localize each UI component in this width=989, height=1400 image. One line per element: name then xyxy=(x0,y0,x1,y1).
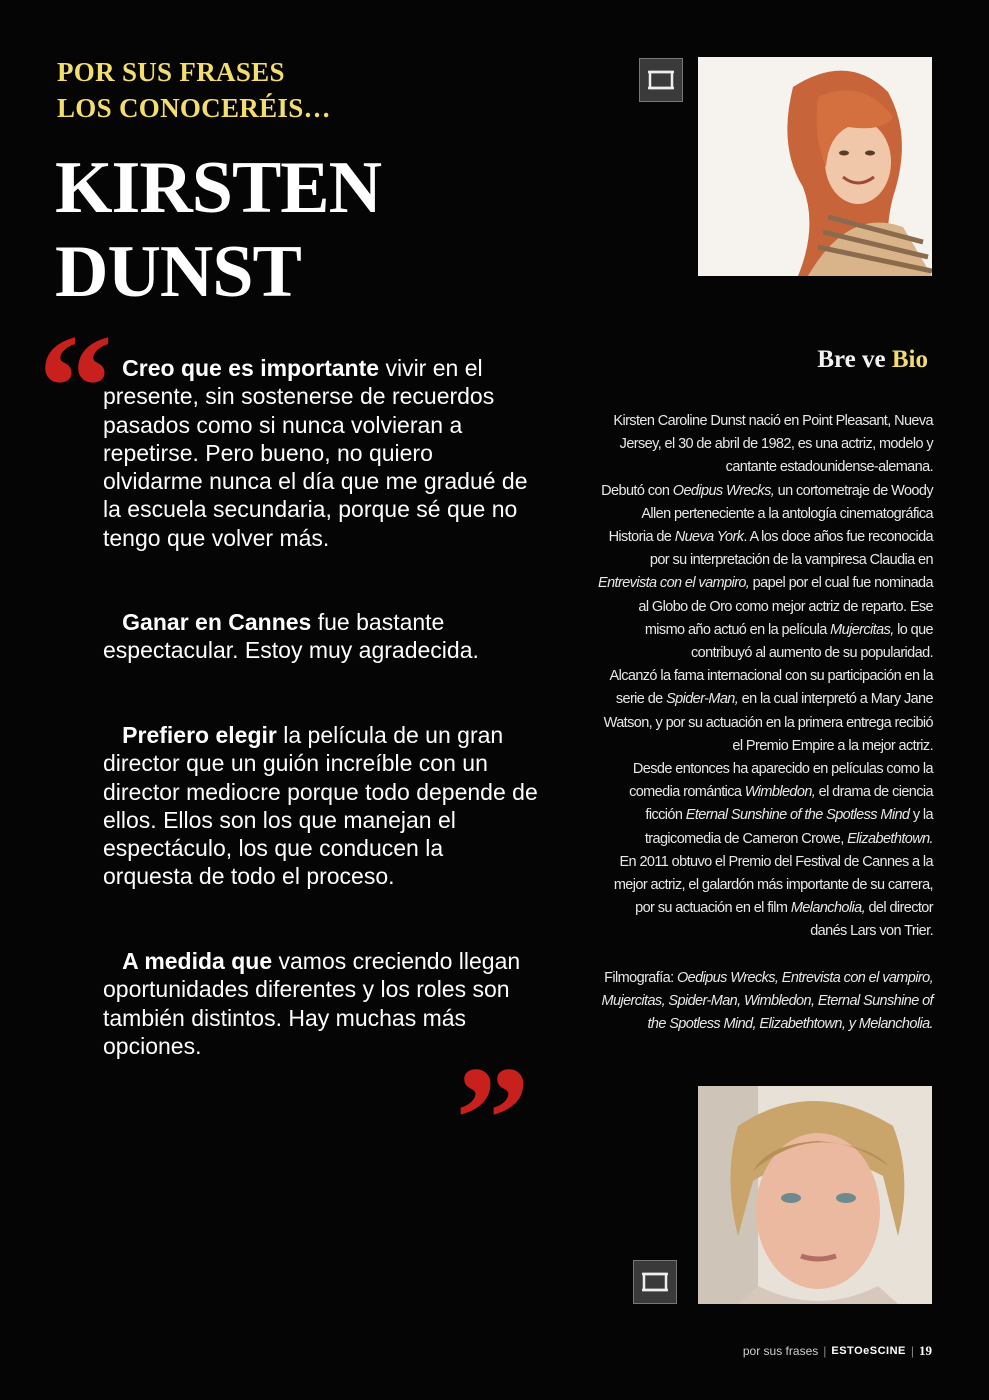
frame-icon xyxy=(639,58,683,102)
page-title xyxy=(55,146,381,314)
open-quote-mark: “ xyxy=(38,304,113,470)
film-title: Wimbledon, xyxy=(744,784,816,801)
bio-text-run: un cortometraje de Woody Allen perteneciente a la antología cinematográfica Historia de xyxy=(608,482,933,546)
film-title: Nueva York xyxy=(674,529,744,546)
quote-3-text: la película de un gran director que un guión increíble con un director mediocre porque todo depende de ellos. Ellos son los que manejan el espectáculo, los que conducen la orquesta de todo el proceso. xyxy=(103,722,538,890)
bio-text-run: Desde entonces ha aparecido en películas como la comedia romántica xyxy=(629,761,933,801)
quote-4-lead: A medida que xyxy=(122,948,273,974)
bio-text-run: el drama de ciencia ficción xyxy=(645,784,933,824)
bio-text-run: Debutó con xyxy=(601,482,673,499)
footer-separator: | xyxy=(823,1344,827,1358)
quote-4-text: vamos creciendo llegan oportunidades diferentes y los roles son también distintos. Hay muchas más opciones. xyxy=(103,948,521,1059)
kicker-line-1: POR SUS FRASES xyxy=(57,57,285,87)
film-title: Elizabethtown. xyxy=(847,830,933,847)
film-title: Melancholia, xyxy=(790,900,866,917)
quote-2-lead: Ganar en Cannes xyxy=(122,609,312,635)
bio-text-run: del director danés Lars von Trier. xyxy=(810,900,933,940)
bio-heading xyxy=(817,346,928,374)
page-number: 19 xyxy=(919,1343,932,1358)
title-line-2: DUNST xyxy=(55,231,301,313)
quote-1-text: vivir en el presente, sin sostenerse de recuerdos pasados como si nunca volvieran a repetirse. Pero bueno, no quiero olvidarme nunca el día que me gradué de la escuela secundaria, porque sé que no tengo que volver más. xyxy=(103,355,528,551)
bio-paragraph-1: Kirsten Caroline Dunst nació en Point Pleasant, Nueva Jersey, el 30 de abril de 1982, es una actriz, modelo y cantante estadounidense-alemana. xyxy=(613,413,933,476)
bio-heading-part1: Bre ve xyxy=(817,346,892,373)
page-footer xyxy=(743,1343,932,1359)
filmography-list: Oedipus Wrecks, Entrevista con el vampiro, Mujercitas, Spider-Man, Wimbledon, Eternal Sunshine of the Spotless Mind, Elizabethtown, y Melancholia. xyxy=(601,969,933,1033)
bio-text-run: Alcanzó la fama internacional con su participación en la serie de xyxy=(609,668,933,708)
kicker-line-2: LOS CONOCERÉIS… xyxy=(57,93,331,123)
bio-paragraph-3 xyxy=(598,665,933,758)
bio-paragraph-5 xyxy=(598,851,933,944)
bio-text-run: En 2011 obtuvo el Premio del Festival de Cannes a la mejor actriz, el galardón más importante de su carrera, por su actuación en el film xyxy=(613,853,933,917)
bio-text-run: papel por el cual fue nominada al Globo de Oro como mejor actriz de reparto. Ese mismo año actuó en la película xyxy=(638,575,933,638)
footer-separator: | xyxy=(910,1344,914,1358)
quote-2-text: fue bastante espectacular. Estoy muy agradecida. xyxy=(103,609,479,664)
title-line-1: KIRSTEN xyxy=(55,147,382,229)
film-title: Mujercitas, xyxy=(830,621,894,638)
bio-text-run: . A los doce años fue reconocida por su interpretación de la vampiresa Claudia en xyxy=(649,529,933,569)
filmography-label: Filmografía: xyxy=(604,969,677,986)
filmography xyxy=(598,967,933,1037)
footer-brand: ESTOeSCINE xyxy=(831,1345,906,1357)
film-title: Oedipus Wrecks, xyxy=(672,482,775,499)
quote-2 xyxy=(103,608,538,665)
portrait-photo-smiling xyxy=(698,57,932,276)
film-title: Entrevista con el vampiro, xyxy=(598,575,750,592)
bio-paragraph-4 xyxy=(598,758,933,851)
bio-text xyxy=(598,410,933,1036)
bio-text-run: lo que contribuyó al aumento de su popularidad. xyxy=(690,621,933,662)
film-title: Eternal Sunshine of the Spotless Mind xyxy=(685,807,910,824)
quote-3 xyxy=(103,721,538,891)
frame-icon xyxy=(633,1260,677,1304)
quote-1-lead: Creo que es importante xyxy=(122,355,380,381)
film-title: Spider-Man, xyxy=(666,691,739,708)
bio-text-run: y la tragicomedia de Cameron Crowe, xyxy=(644,807,933,847)
portrait-photo-serious xyxy=(698,1086,932,1304)
bio-paragraph-2 xyxy=(598,480,933,666)
section-kicker xyxy=(57,54,331,126)
quote-3-lead: Prefiero elegir xyxy=(122,722,277,748)
close-quote-mark: ” xyxy=(455,1036,530,1202)
bio-text-run: en la cual interpretó a Mary Jane Watson, y por su actuación en la primera entrega recibió el Premio Empire a la mejor actriz. xyxy=(603,691,933,754)
footer-section: por sus frases xyxy=(742,1344,819,1358)
bio-heading-part2: Bio xyxy=(891,346,928,373)
quote-1 xyxy=(103,354,538,552)
